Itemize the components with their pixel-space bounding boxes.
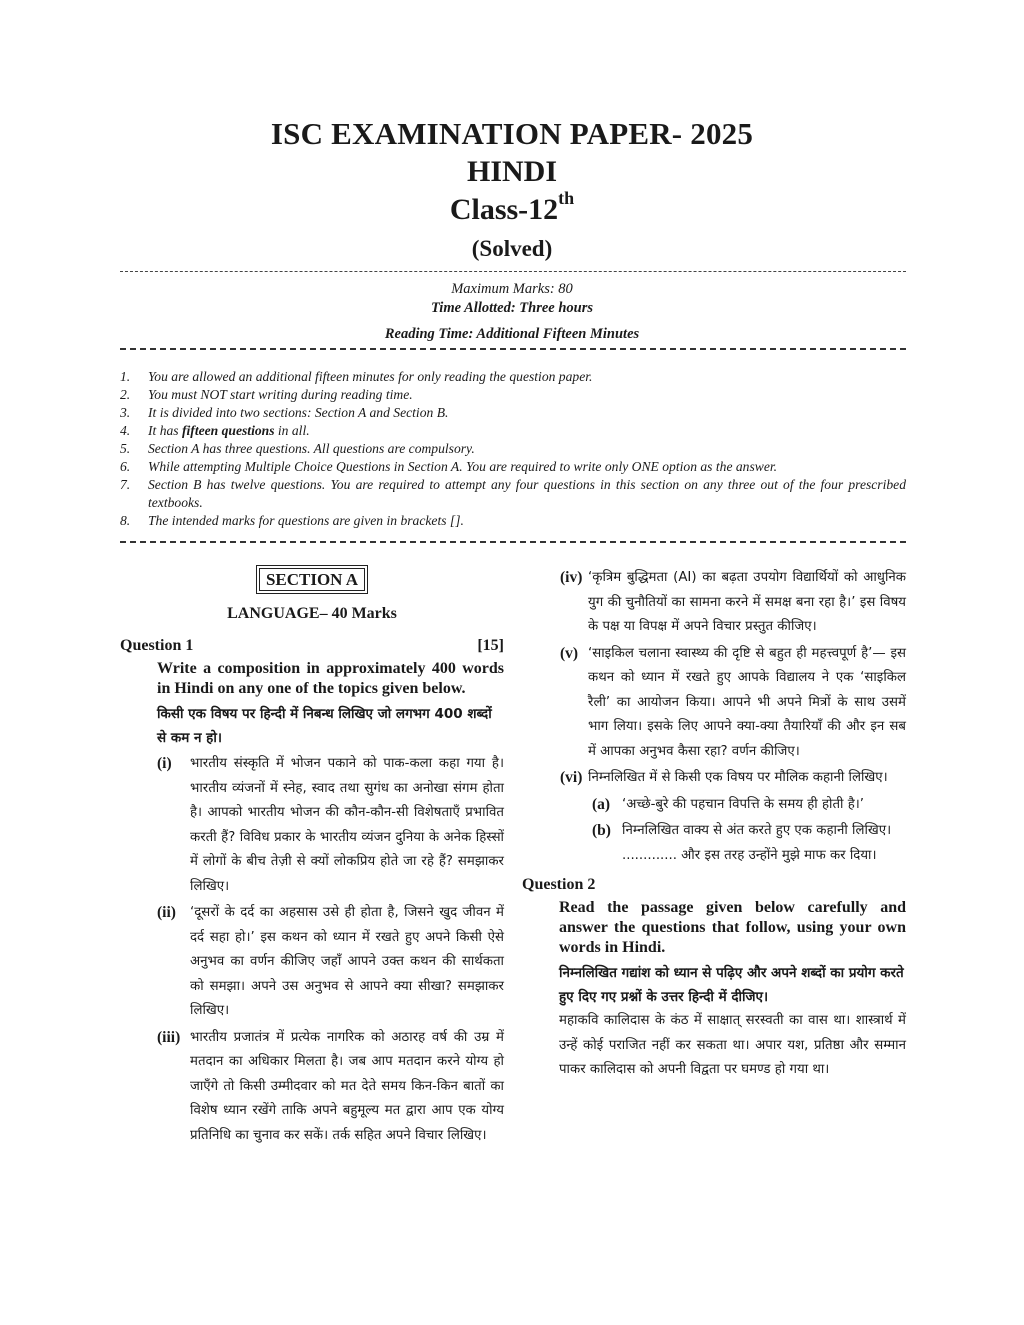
question-1-instruction-en: Write a composition in approximately 400 words in Hindi on any one of the topics given below. — [157, 660, 504, 697]
instruction-item: 5. Section A has three questions. All questions are compulsory. — [120, 441, 475, 456]
sub-option-b: (b) निम्नलिखित वाक्य से अंत करते हुए एक कहानी लिखिए। ............. और इस तरह उन्होंने मुझे माफ कर दिया। — [522, 819, 906, 868]
instruction-item: 6. While attempting Multiple Choice Questions in Section A. You are required to write only ONE option as the answer. — [120, 459, 778, 474]
option-v: (v) ‘साइकिल चलाना स्वास्थ्य की दृष्टि से बहुत ही महत्त्वपूर्ण है’— इस कथन को ध्यान में रखते हुए आपके विद्यालय ने एक ‘साइकिल रैली’ का आयोजन किया। आपने भी अपने मित्रों के साथ उसमें भाग लिया। इसके लिए आपने क्या-क्या तैयारियाँ की और इन सब में आपका अनुभव कैसा रहा? वर्णन कीजिए। — [560, 644, 906, 759]
option-i: (i) भारतीय संस्कृति में भोजन पकाने को पाक-कला कहा गया है। भारतीय व्यंजनों में स्नेह, स्वाद तथा सुगंध का अनोखा संगम होता है। आपको भारतीय भोजन की कौन-कौन-सी विशेषताएँ प्रभावित करती हैं? विविध प्रकार के भारतीय व्यंजन दुनिया के अनेक हिस्सों में लोगों के बीच तेज़ी से क्यों लोकप्रिय होते जा रहे हैं? समझाकर लिखिए। — [157, 755, 504, 894]
question-2-instruction-hi: निम्नलिखित गद्यांश को ध्यान से पढ़िए और अपने शब्दों का प्रयोग करते हुए दिए गए प्रश्नों के उत्तर हिन्दी में दीजिए। — [559, 965, 904, 1005]
question-2-instruction-en: Read the passage given below carefully and answer the questions that follow, using your own words in Hindi. — [559, 899, 906, 956]
instruction-item: 3. It is divided into two sections: Section A and Section B. — [120, 405, 449, 420]
solved-label: (Solved) — [471, 236, 553, 261]
question-2-label: Question 2 — [522, 876, 596, 893]
class-main: Class-12 — [449, 193, 559, 226]
class-title — [0, 188, 1024, 227]
section-label: SECTION A — [259, 568, 365, 591]
question-2-passage: महाकवि कालिदास के कंठ में साक्षात् सरस्वती का वास था। शास्त्रार्थ में उन्हें कोई पराजित नहीं कर सकता था। अपार यश, प्रतिष्ठा और सम्मान पाकर कालिदास को अपनी विद्वता पर घमण्ड हो गया था। — [559, 1013, 906, 1077]
question-1-header — [120, 637, 504, 655]
instructions-list — [120, 368, 906, 530]
question-1-marks: [15] — [477, 637, 504, 654]
paper-title: ISC EXAMINATION PAPER- 2025 — [270, 116, 754, 151]
right-column — [522, 566, 906, 1083]
language-heading: LANGUAGE– 40 Marks — [227, 605, 397, 622]
sub-option-a: (a) ‘अच्छे-बुरे की पहचान विपत्ति के समय ही होती है।’ — [592, 795, 865, 813]
instruction-item: 4. It has fifteen questions in all. — [120, 423, 310, 438]
class-sup: th — [558, 188, 575, 208]
time-allotted: Time Allotted: Three hours — [430, 300, 594, 316]
instruction-item: 8. The intended marks for questions are given in brackets []. — [120, 513, 464, 528]
sub-option-b-ending: ............. और इस तरह उन्होंने मुझे माफ कर दिया। — [622, 847, 877, 863]
question-2 — [522, 876, 906, 1083]
question-1-instruction-hi: किसी एक विषय पर हिन्दी में निबन्ध लिखिए जो लगभग 400 शब्दों से कम न हो। — [157, 706, 492, 746]
divider-instructions — [120, 541, 906, 543]
instruction-item: 1. You are allowed an additional fifteen minutes for only reading the question paper. — [120, 369, 593, 384]
instruction-item: 7. Section B has twelve questions. You are required to attempt any four questions in this section on any three out of the four prescribed textbooks. — [120, 477, 906, 510]
option-vi: (vi) निम्नलिखित में से किसी एक विषय पर मौलिक कहानी लिखिए। — [560, 769, 888, 786]
instruction-item: 2. You must NOT start writing during reading time. — [120, 387, 413, 402]
divider-meta — [120, 348, 906, 350]
question-2-header — [522, 876, 906, 894]
subject-title: HINDI — [466, 155, 557, 188]
max-marks: Maximum Marks: 80 — [451, 281, 573, 297]
reading-time: Reading Time: Additional Fifteen Minutes — [384, 326, 640, 342]
option-ii: (ii) ‘दूसरों के दर्द का अहसास उसे ही होता है, जिसने खुद जीवन में दर्द सहा हो।’ इस कथन को ध्यान में रखते हुए अपने किसी ऐसे अनुभव का वर्णन कीजिए जहाँ आपने उक्त कथन की सार्थकता को समझा। अपने उस अनुभव से आपने क्या सीखा? समझाकर लिखिए। — [157, 904, 504, 1018]
divider-top — [120, 271, 906, 272]
left-column — [120, 560, 504, 1148]
option-iv: (iv) ‘कृत्रिम बुद्धिमता (AI) का बढ़ता उपयोग विद्यार्थियों को आधुनिक युग की चुनौतियों का सामना करने में समक्ष बना रहा है।’ इस विषय के पक्ष या विपक्ष में अपने विचार प्रस्तुत कीजिए। — [560, 569, 906, 634]
question-1-label: Question 1 — [120, 637, 194, 654]
option-iii: (iii) भारतीय प्रजातंत्र में प्रत्येक नागरिक को अठारह वर्ष की उम्र में मतदान का अधिकार मिलता है। जब आप मतदान करने योग्य हो जाएँगे तो किसी उम्मीदवार को मत देते समय किन-किन बातों का विशेष ध्यान रखेंगे ताकि अपने बहुमूल्य मत द्वारा आप एक योग्य प्रतिनिधि का चुनाव कर सकें। तर्क सहित अपने विचार लिखिए। — [157, 1028, 504, 1143]
